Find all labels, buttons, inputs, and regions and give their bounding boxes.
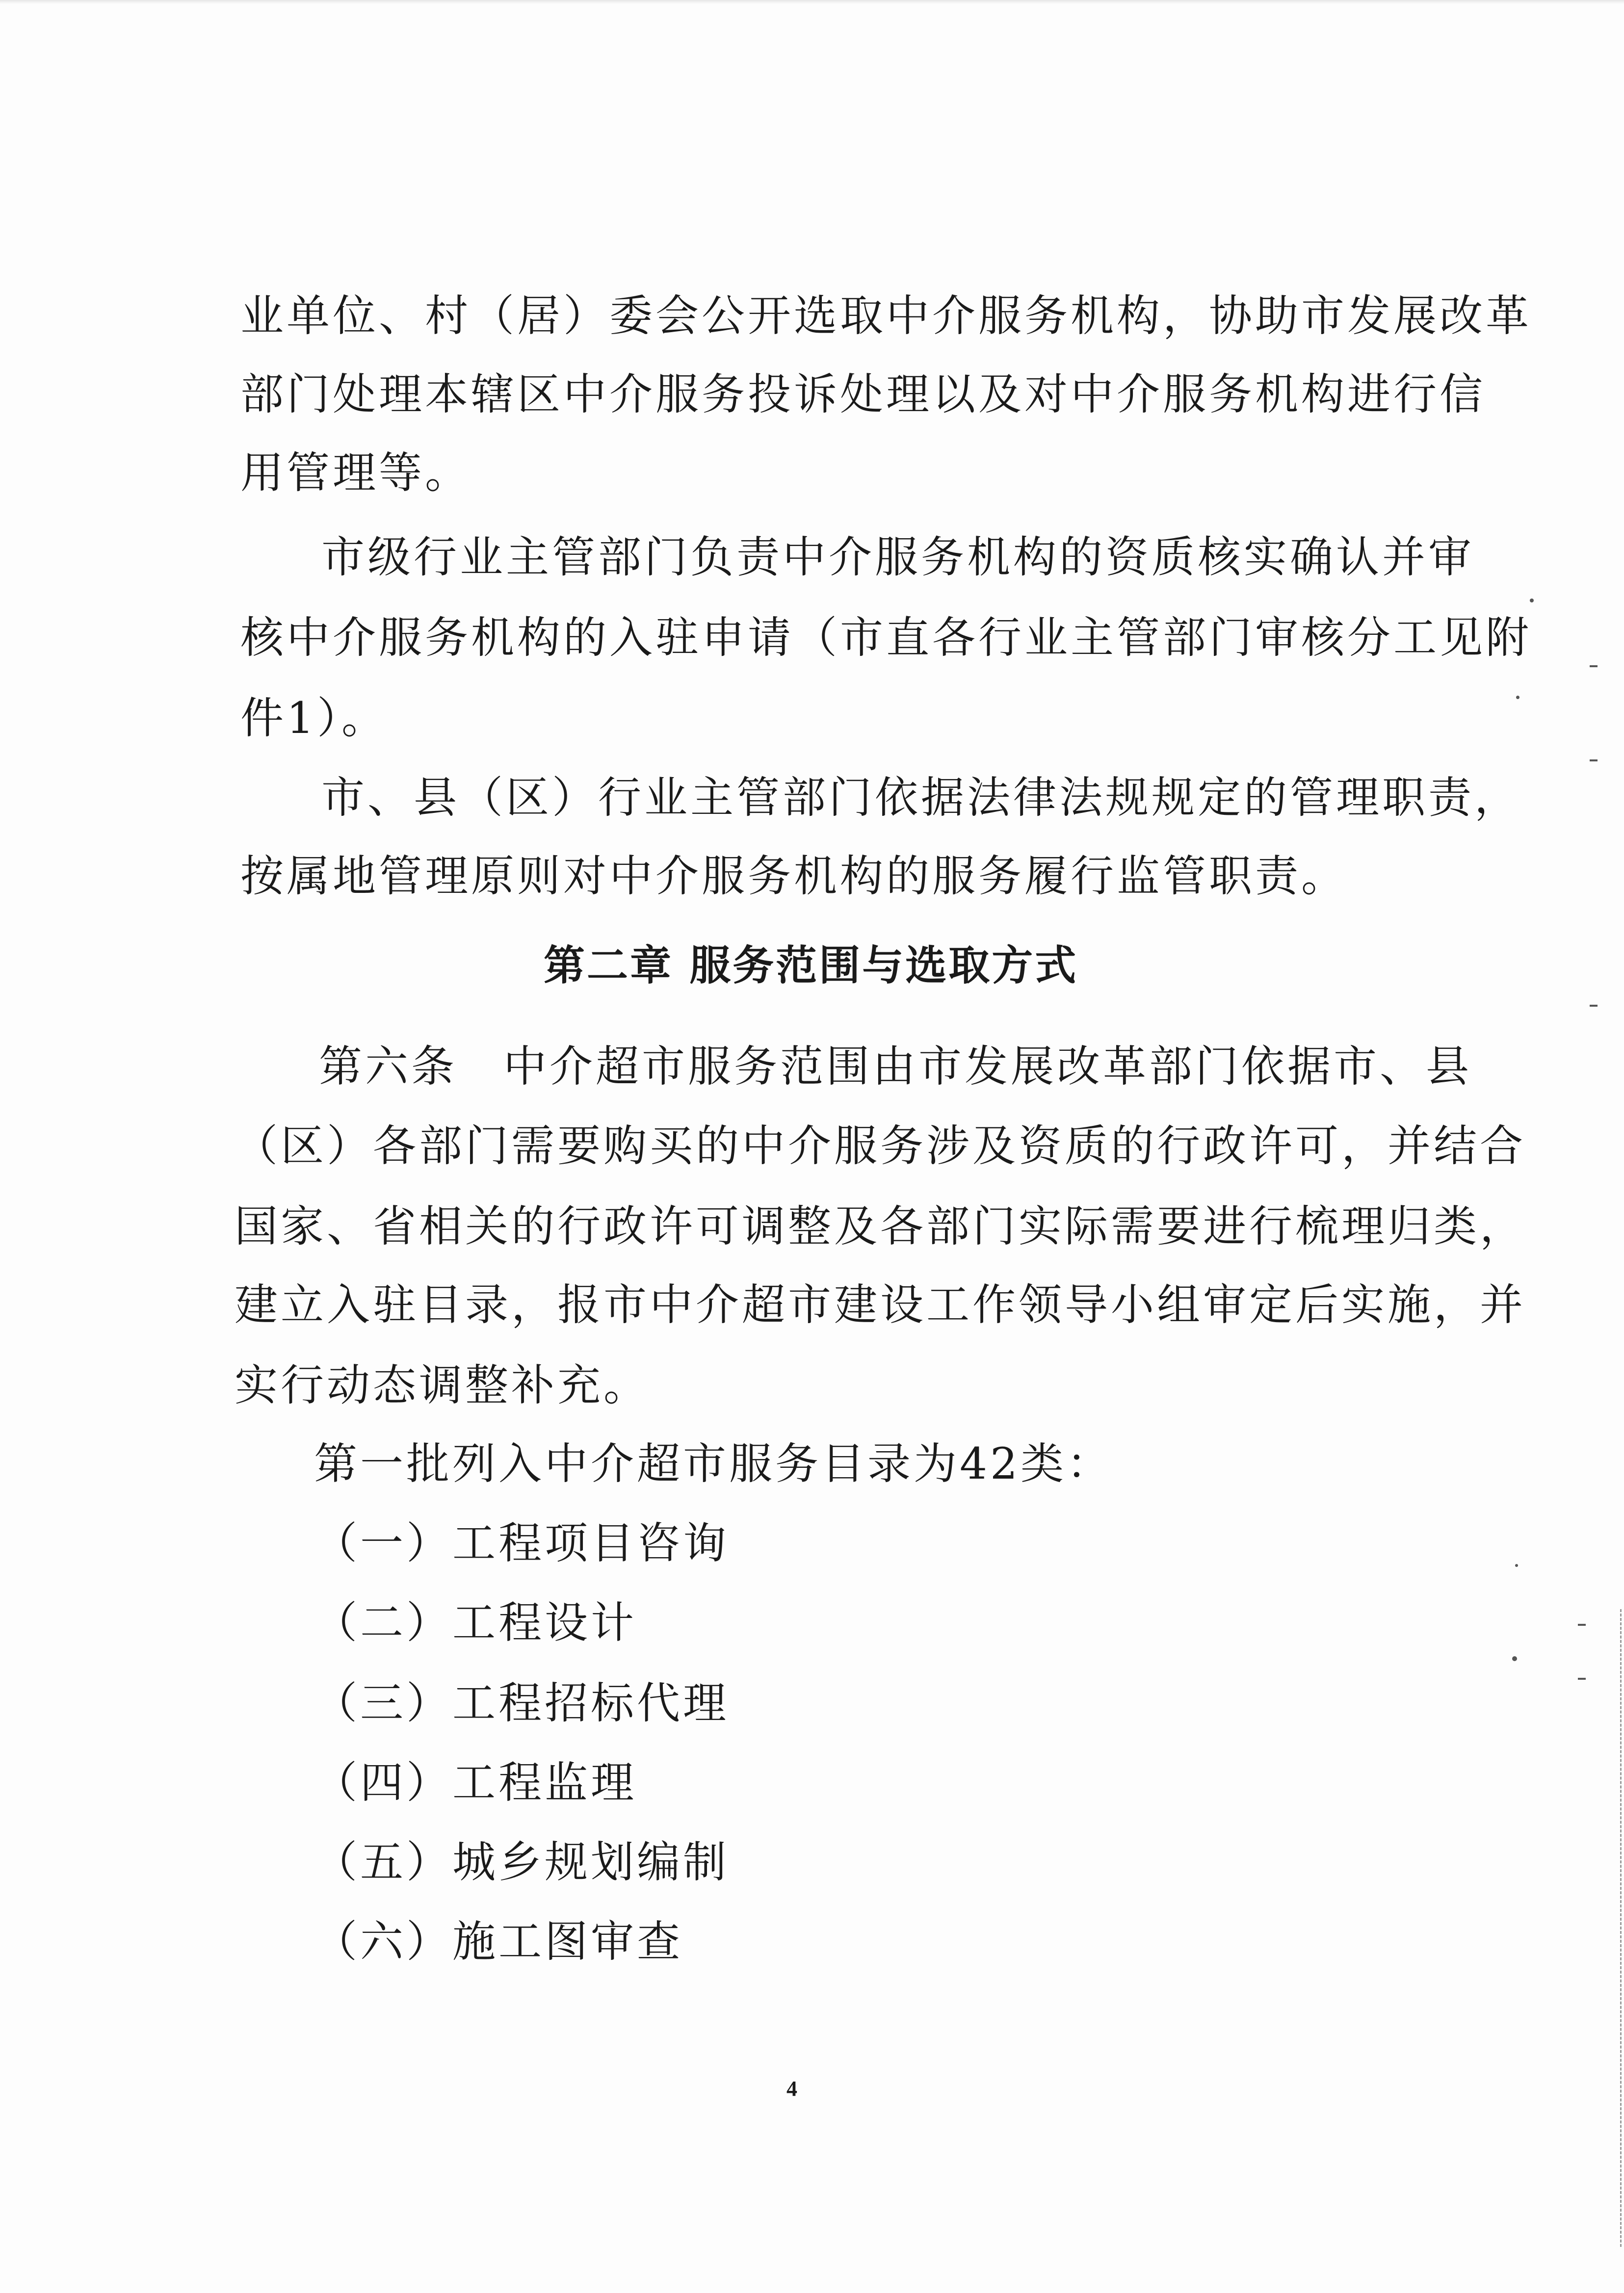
list-item: （四）工程监理 [314,1757,637,1808]
scan-speck [1516,696,1519,699]
scan-edge-line [1620,1609,1623,2247]
scan-speck [1530,599,1534,602]
article-line: （区）各部门需要购买的中介服务涉及资质的行政许可，并结合 [235,1120,1526,1171]
scan-speck [1512,1656,1517,1661]
paragraph-line: 业单位、村（居）委会公开选取中介服务机构，协助市发展改革 [240,290,1532,341]
scan-speck [1578,1624,1586,1626]
article-line: 第六条 中介超市服务范围由市发展改革部门依据市、县 [319,1041,1472,1092]
list-intro: 第一批列入中介超市服务目录为42类： [314,1438,1113,1489]
list-item: （一）工程项目咨询 [314,1518,730,1568]
scan-speck [1515,1564,1518,1567]
paragraph-line: 市、县（区）行业主管部门依据法律法规规定的管理职责， [321,772,1521,823]
scan-speck [1590,759,1598,761]
chapter-heading: 第二章 服务范围与选取方式 [544,941,1078,990]
paragraph-line: 市级行业主管部门负责中介服务机构的资质核实确认并审 [321,532,1475,582]
paragraph-line: 按属地管理原则对中介服务机构的服务履行监管职责。 [240,851,1348,901]
scan-speck [1590,1005,1598,1007]
list-item: （三）工程招标代理 [314,1678,730,1728]
paragraph-line: 部门处理本辖区中介服务投诉处理以及对中介服务机构进行信 [240,369,1486,419]
article-line: 建立入驻目录，报市中介超市建设工作领导小组审定后实施，并 [235,1279,1526,1330]
paragraph-line: 核中介服务机构的入驻申请（市直各行业主管部门审核分工见附 [240,612,1532,663]
page-number: 4 [786,2077,797,2101]
list-item: （五）城乡规划编制 [314,1837,730,1887]
paragraph-line: 件1）。 [240,693,388,743]
scan-speck [1590,665,1598,667]
list-item: （六）施工图审查 [314,1916,683,1967]
list-item: （二）工程设计 [314,1597,637,1648]
scan-top-edge [0,0,1624,4]
article-line: 实行动态调整补充。 [235,1360,650,1410]
article-line: 国家、省相关的行政许可调整及各部门实际需要进行梳理归类， [235,1201,1526,1251]
paragraph-line: 用管理等。 [240,447,471,498]
scan-speck [1578,1678,1586,1680]
